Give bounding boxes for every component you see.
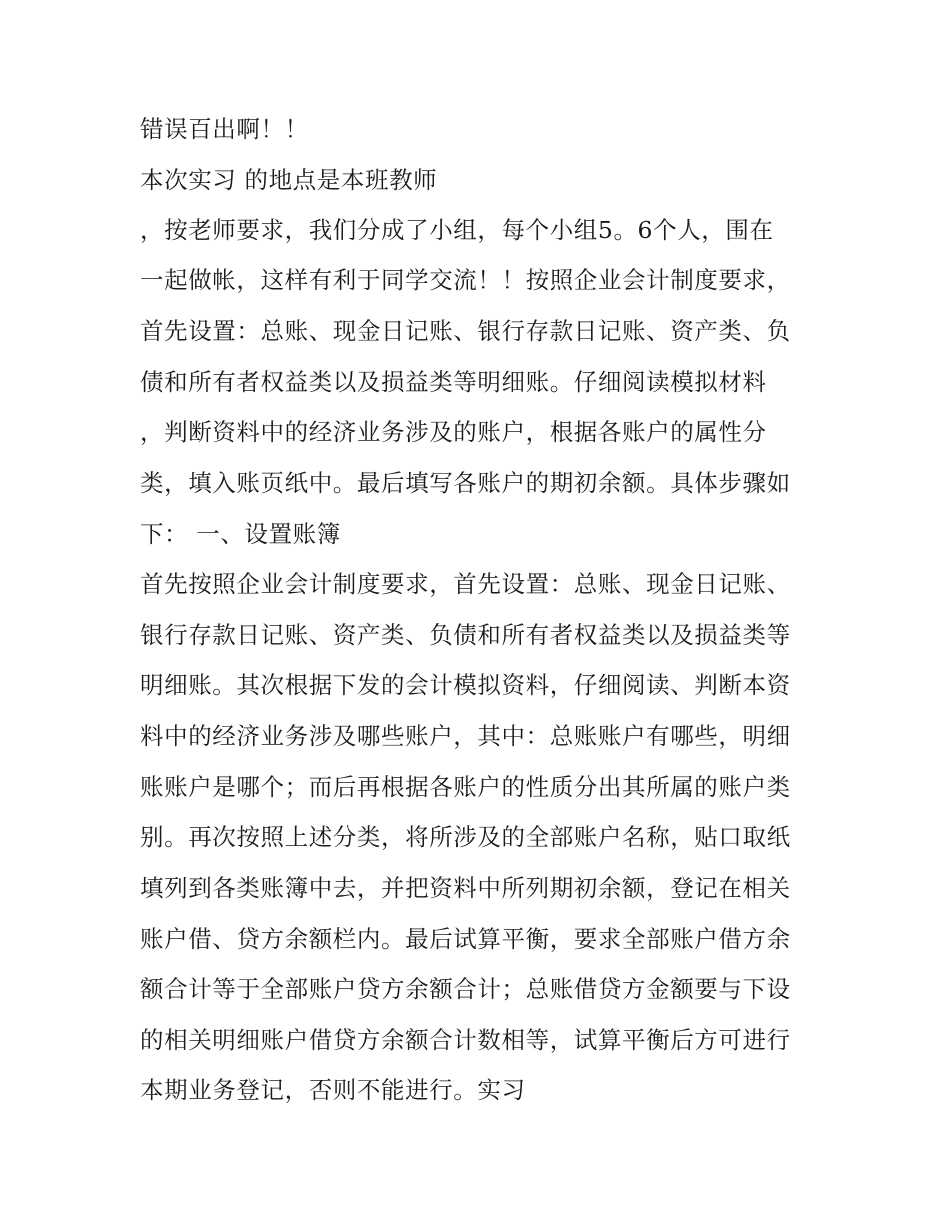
text-line: 银行存款日记账、资产类、负债和所有者权益类以及损益类等 xyxy=(140,621,791,649)
text-line: 的相关明细账户借贷方余额合计数相等，试算平衡后方可进行 xyxy=(140,1026,791,1054)
text-line: 账户借、贷方余额栏内。最后试算平衡，要求全部账户借方余 xyxy=(140,925,791,953)
text-line: 填列到各类账簿中去，并把资料中所列期初余额，登记在相关 xyxy=(140,874,791,902)
text-line: 料中的经济业务涉及哪些账户，其中：总账账户有哪些，明细 xyxy=(140,722,791,750)
text-line: 账账户是哪个；而后再根据各账户的性质分出其所属的账户类 xyxy=(140,773,791,801)
text-line: ，判断资料中的经济业务涉及的账户，根据各账户的属性分 xyxy=(140,418,767,446)
text-line: 别。再次按照上述分类，将所涉及的全部账户名称，贴口取纸 xyxy=(140,823,791,851)
text-line: 首先按照企业会计制度要求，首先设置：总账、现金日记账、 xyxy=(140,570,791,598)
text-line: 首先设置：总账、现金日记账、银行存款日记账、资产类、负 xyxy=(140,317,791,345)
text-line: 额合计等于全部账户贷方余额合计；总账借贷方金额要与下设 xyxy=(140,975,791,1003)
text-line: 明细账。其次根据下发的会计模拟资料，仔细阅读、判断本资 xyxy=(140,671,791,699)
text-line: 本次实习 的地点是本班教师 xyxy=(140,166,438,194)
text-line: 本期业务登记，否则不能进行。实习 xyxy=(140,1076,526,1104)
text-line: 类，填入账页纸中。最后填写各账户的期初余额。具体步骤如 xyxy=(140,469,791,497)
text-line: 下： 一、设置账簿 xyxy=(140,520,341,548)
text-line: 错误百出啊！！ xyxy=(140,115,309,143)
text-line: 债和所有者权益类以及损益类等明细账。仔细阅读模拟材料 xyxy=(140,368,767,396)
text-line: ，按老师要求，我们分成了小组，每个小组5。6个人，围在 xyxy=(140,216,774,244)
text-line: 一起做帐，这样有利于同学交流！！按照企业会计制度要求， xyxy=(140,266,791,294)
